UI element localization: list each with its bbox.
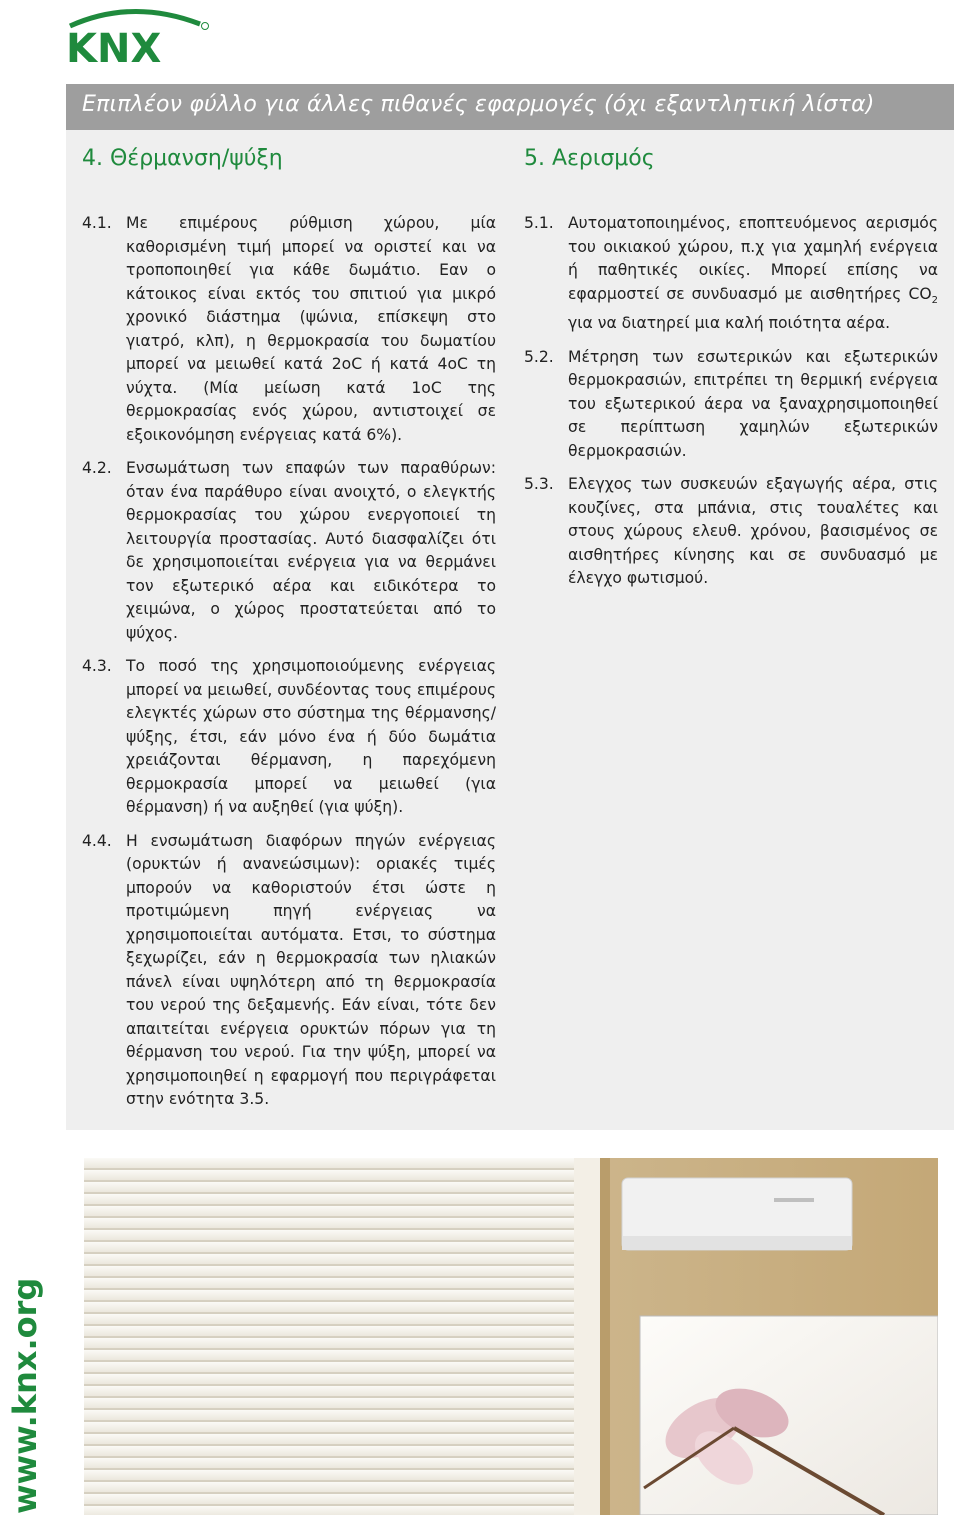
website-url: www.knx.org [6,1277,44,1514]
heating-list [82,212,496,1122]
item-text: Ενσωμάτωση των επαφών των παραθύρων: όταν ένα παράθυρο είναι ανοιχτό, ο ελεγκτής θερμοκρασίας του χώρου ενεργοποιεί τη λειτουργία προστασίας. Αυτό διασφαλίζει ότι δε χρησιμοποιείται ενέργεια για να θερμάνει τον εξωτερικό αέρα και ειδικότερα το χειμώνα, ο χώρος προστατεύεται από το ψύχος. [126,459,496,642]
item-number: 5.1. [524,214,554,232]
window-blinds [84,1158,574,1515]
item-number: 4.1. [82,214,112,232]
item-text: Ελεγχος των συσκευών εξαγωγής αέρα, στις κουζίνες, στα μπάνια, στις τουαλέτες και στους χώρους ελευθ. χρόνου, βασισμένος σε αισθητήρες κίνησης και σε συνδυασμό με έλεγχο φωτισμού. [568,475,938,588]
subscript: 2 [931,294,938,306]
list-item [524,346,938,464]
item-number: 5.2. [524,347,554,366]
list-item [82,830,496,1112]
knx-logo [62,4,212,66]
ventilation-list [524,212,938,601]
item-text: Μέτρηση των εσωτερικών και εξωτερικών θερμοκρασιών, επιτρέπει τη θερμική ενέργεια του εξωτερικού άερα να ξαναχρησιμοποιηθεί σε περίπτωση χαμηλών εξωτερικών θερμοκρασιών. [568,347,938,460]
item-text: Η ενσωμάτωση διαφόρων πηγών ενέργειας (ορυκτών ή ανανεώσιμων): οριακές τιμές μπορούν να καθοριστούν έτσι ώστε η προτιμώμενη πηγή ενέργειας να χρησιμοποιείται αυτόματα. Ετσι, το σύστημα ξεχωρίζει, εάν η θερμοκρασία των ηλιακών πάνελ είναι υψηλότερη από τη θερμοκρασία του νερού της δεξαμενής. Εάν είναι, τότε δεν απαιτείται ενέργεια ορυκτών πόρων για τη θέρμανση του νερού. Για την ψύξη, μπορεί να χρησιμοποιηθεί η εφαρμογή που περιγράφεται στην ενότητα 3.5. [126,831,496,1108]
item-text: Με επιμέρους ρύθμιση χώρου, μία καθορισμένη τιμή μπορεί να οριστεί και να τροποποιηθεί για κάθε δωμάτιο. Εαν ο κάτοικος είναι εκτός του σπιτιού για μικρό χρονικό διάστημα (ψώνια, επίσκεψη στο γιατρό, κλπ), η θερμοκρασία του δωματίου μπορεί να μειωθεί κατά 2oC ή κατά 4oC τη νύχτα. (Μία μείωση κατά 1oC της θερμοκρασίας ενός χώρου, αντιστοιχεί σε εξοικονόμηση ενέργειας κατά 6%). [126,214,496,444]
item-number: 5.3. [524,475,554,494]
item-number: 4.2. [82,459,112,477]
page-title: Επιπλέον φύλλο για άλλες πιθανές εφαρμογές (όχι εξαντλητική λίστα) [82,92,875,117]
list-item [524,473,938,591]
section-heating-title: 4. Θέρμανση/ψύξη [82,146,283,171]
item-number: 4.4. [82,831,112,850]
item-text: Αυτοματοποιημένος, εποπτευόμενος αερισμός του οικιακού χώρου, π.χ για χαμηλή ενέργεια ή παθητικές οικίες. Μπορεί επίσης να εφαρμοστεί σε συνδυασμό με αισθητήρες $CO_2$ για να διατηρεί μια καλή ποιότητα αέρα. [568,214,938,333]
section-ventilation-title: 5. Αερισμός [524,146,655,171]
list-item [82,212,496,447]
list-item [82,655,496,820]
list-item [82,457,496,645]
list-item [524,212,938,336]
item-number: 4.3. [82,657,112,675]
room-photo [84,1158,938,1515]
logo-text: KNX [66,26,162,66]
item-text: Το ποσό της χρησιμοποιούμενης ενέργειας μπορεί να μειωθεί, συνδέοντας τους επιμέρους ελεγκτές χώρων στο σύστημα της θέρμανσης/ψύξης, έτσι, εάν μόνο ένα ή δύο δωμάτια χρειάζονται θέρμανση, η παρεχόμενη θερμοκρασία μπορεί να μειωθεί (για θέρμανση) ή να αυξηθεί (για ψύξη). [126,657,496,816]
